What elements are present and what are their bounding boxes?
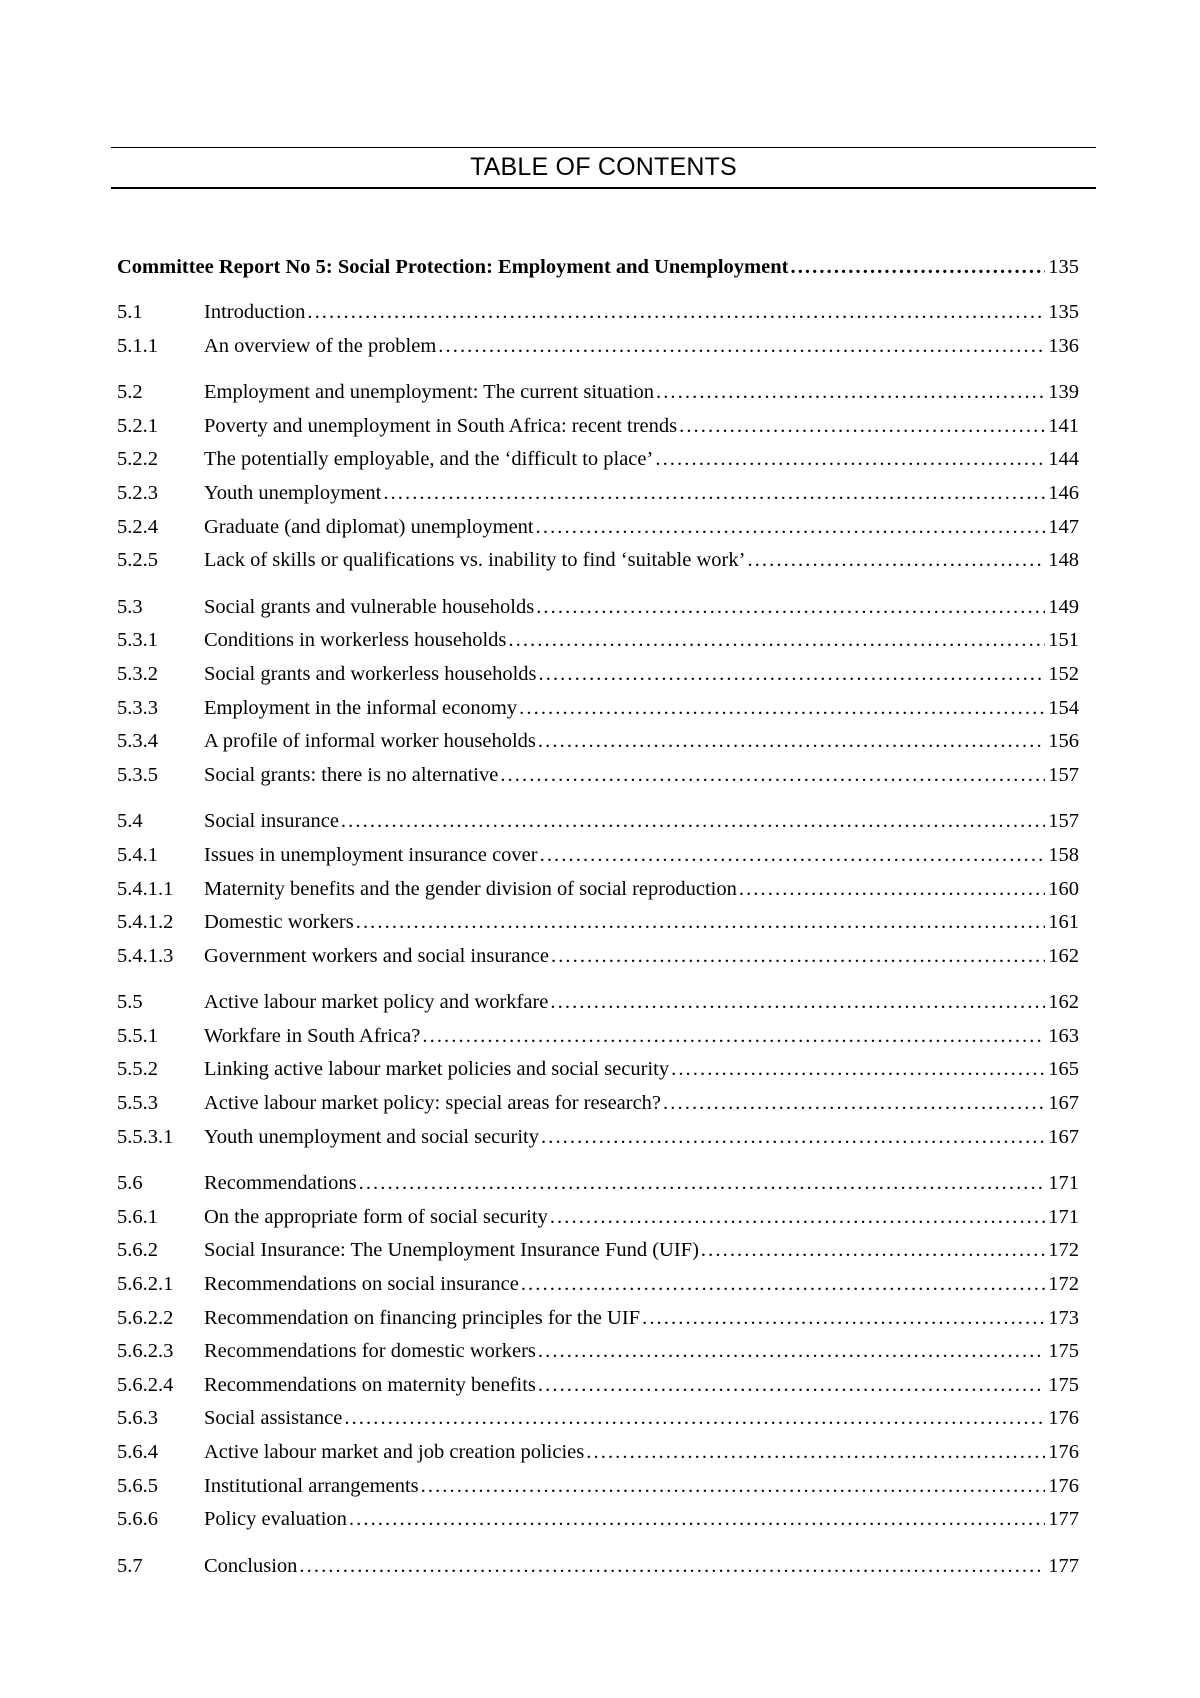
toc-entry-page: 156 xyxy=(1048,730,1079,753)
toc-entry[interactable] xyxy=(117,906,1079,940)
toc-entry-label: Government workers and social insurance xyxy=(204,944,549,967)
toc-entry[interactable] xyxy=(117,296,1079,330)
toc-entry-label: Issues in unemployment insurance cover xyxy=(204,843,538,866)
toc-entry[interactable] xyxy=(117,624,1079,658)
toc-entry-page: 165 xyxy=(1048,1058,1079,1081)
toc-entry-label: Active labour market and job creation policies xyxy=(204,1441,585,1463)
toc-entry-label: Institutional arrangements xyxy=(204,1474,419,1497)
toc-entry-page: 154 xyxy=(1048,696,1079,719)
dot-leader xyxy=(538,725,1045,759)
dot-leader xyxy=(349,1503,1045,1537)
dot-leader xyxy=(656,376,1045,410)
toc-entry-number: 5.4.1.1 xyxy=(117,877,174,900)
dot-leader xyxy=(671,1053,1045,1087)
toc-entry-number: 5.7 xyxy=(117,1554,143,1577)
toc-entry-page: 177 xyxy=(1048,1554,1079,1577)
toc-entry-number: 5.6.2.2 xyxy=(117,1306,174,1329)
dot-leader xyxy=(550,1201,1045,1235)
toc-entry-number: 5.2.5 xyxy=(117,549,158,572)
toc-group xyxy=(117,805,1079,973)
dot-leader xyxy=(655,443,1045,477)
toc-entry-label: Recommendation on financing principles for the UIF xyxy=(204,1306,641,1329)
toc-group xyxy=(117,986,1079,1154)
toc-entry-page: 167 xyxy=(1048,1092,1079,1115)
toc-entry-label: Conditions in workerless households xyxy=(204,629,507,652)
dot-leader xyxy=(739,873,1045,907)
toc-entry[interactable] xyxy=(117,658,1079,692)
toc-entry-page: 171 xyxy=(1048,1172,1079,1195)
toc-entry-label: Social Insurance: The Unemployment Insurance Fund (UIF) xyxy=(204,1239,699,1262)
toc-entry-page: 136 xyxy=(1048,334,1079,357)
toc-entry-label: Youth unemployment xyxy=(204,481,382,504)
toc-entry-number: 5.6.2.4 xyxy=(117,1373,174,1396)
toc-entry-number: 5.6.2 xyxy=(117,1239,158,1262)
dot-leader xyxy=(438,330,1045,364)
toc-entry-label: Active labour market policy: special areas for research? xyxy=(204,1092,662,1115)
dot-leader xyxy=(551,940,1045,974)
toc-entry[interactable] xyxy=(117,1121,1079,1155)
toc-entry-label: Policy evaluation xyxy=(204,1508,347,1531)
toc-entry-number: 5.1.1 xyxy=(117,334,158,357)
table-of-contents xyxy=(117,252,1079,1596)
toc-entry-label: Introduction xyxy=(204,301,306,323)
toc-entry-page: 151 xyxy=(1048,629,1079,652)
toc-entry-label: Lack of skills or qualifications vs. inability to find ‘suitable work’ xyxy=(204,549,746,572)
toc-entry[interactable] xyxy=(117,1335,1079,1369)
toc-entry[interactable] xyxy=(117,1234,1079,1268)
toc-entry-number: 5.3.3 xyxy=(117,696,158,719)
toc-entry-page: 172 xyxy=(1048,1273,1079,1296)
toc-entry-page: 149 xyxy=(1048,595,1079,618)
toc-entry-number: 5.5.1 xyxy=(117,1024,158,1047)
toc-entry-label: Linking active labour market policies and social security xyxy=(204,1058,670,1081)
toc-entry-label: Employment and unemployment: The current situation xyxy=(204,381,654,404)
toc-entry-label: Poverty and unemployment in South Africa: recent trends xyxy=(204,414,678,437)
toc-entry[interactable] xyxy=(117,1167,1079,1201)
toc-entry-label: Graduate (and diplomat) unemployment xyxy=(204,515,534,538)
dot-leader xyxy=(519,692,1045,726)
toc-entry-page: 162 xyxy=(1048,991,1079,1014)
toc-entry-label: On the appropriate form of social security xyxy=(204,1205,548,1228)
toc-entry-number: 5.6.2.1 xyxy=(117,1273,174,1296)
dot-leader xyxy=(299,1550,1045,1584)
toc-entry[interactable] xyxy=(117,1550,1079,1584)
toc-entry-page: 146 xyxy=(1048,481,1079,504)
toc-entry[interactable] xyxy=(117,1436,1079,1470)
dot-leader xyxy=(538,1335,1045,1369)
toc-entry[interactable] xyxy=(117,692,1079,726)
toc-entry-number: 5.6 xyxy=(117,1172,143,1195)
toc-entry-number: 5.5.3.1 xyxy=(117,1125,174,1148)
toc-entry[interactable] xyxy=(117,1268,1079,1302)
toc-header-label: Committee Report No 5: Social Protection: Employment and Unemployment xyxy=(117,256,789,278)
toc-group xyxy=(117,376,1079,578)
toc-entry-number: 5.2 xyxy=(117,381,143,404)
toc-entry-label: Social grants and vulnerable households xyxy=(204,595,535,618)
toc-entry-label: Social grants and workerless households xyxy=(204,662,537,685)
toc-entry-number: 5.6.5 xyxy=(117,1474,158,1497)
dot-leader xyxy=(359,1167,1046,1201)
toc-entry-number: 5.6.6 xyxy=(117,1508,158,1531)
toc-entry-number: 5.3.1 xyxy=(117,629,158,652)
dot-leader xyxy=(550,986,1045,1020)
toc-entry-number: 5.4 xyxy=(117,810,143,833)
toc-entry-label: Recommendations xyxy=(204,1172,357,1195)
toc-entry-label: The potentially employable, and the ‘difficult to place’ xyxy=(204,448,654,471)
toc-entry-number: 5.2.2 xyxy=(117,448,158,471)
toc-entry[interactable] xyxy=(117,1020,1079,1054)
toc-entry[interactable] xyxy=(117,1302,1079,1336)
toc-entry-number: 5.5.3 xyxy=(117,1092,158,1115)
toc-entry-number: 5.5 xyxy=(117,991,143,1014)
toc-entry[interactable] xyxy=(117,410,1079,444)
toc-entry-page: 141 xyxy=(1048,414,1079,437)
toc-entry[interactable] xyxy=(117,1201,1079,1235)
toc-entry[interactable] xyxy=(117,1053,1079,1087)
toc-entry-label: Workfare in South Africa? xyxy=(204,1024,421,1047)
dot-leader xyxy=(541,1121,1045,1155)
toc-entry-label: Youth unemployment and social security xyxy=(204,1125,539,1148)
dot-leader xyxy=(422,1020,1045,1054)
dot-leader xyxy=(536,591,1045,625)
toc-entry[interactable] xyxy=(117,873,1079,907)
toc-entry[interactable] xyxy=(117,1503,1079,1537)
toc-entry-number: 5.1 xyxy=(117,301,143,323)
toc-entry[interactable] xyxy=(117,591,1079,625)
toc-entry[interactable] xyxy=(117,759,1079,793)
dot-leader xyxy=(341,805,1045,839)
toc-entry-label: Recommendations on maternity benefits xyxy=(204,1373,536,1396)
toc-entry[interactable] xyxy=(117,1369,1079,1403)
dot-leader xyxy=(642,1302,1045,1336)
dot-leader xyxy=(747,544,1045,578)
toc-entry-label: Social grants: there is no alternative xyxy=(204,763,499,786)
toc-entry-page: 148 xyxy=(1048,549,1079,572)
toc-entry-label: A profile of informal worker households xyxy=(204,730,536,753)
toc-entry[interactable] xyxy=(117,805,1079,839)
toc-entry-number: 5.5.2 xyxy=(117,1058,158,1081)
toc-entry-page: 175 xyxy=(1048,1373,1079,1396)
toc-entry-label: Employment in the informal economy xyxy=(204,696,518,719)
toc-entry-page: 157 xyxy=(1048,810,1079,833)
toc-entry-page: 147 xyxy=(1048,515,1079,538)
toc-entry-page: 176 xyxy=(1048,1407,1079,1430)
toc-entry[interactable] xyxy=(117,940,1079,974)
toc-entry-number: 5.6.2.3 xyxy=(117,1340,174,1363)
dot-leader xyxy=(521,1268,1045,1302)
toc-entry-label: Conclusion xyxy=(204,1554,298,1577)
dot-leader xyxy=(540,839,1046,873)
toc-entry-page: 176 xyxy=(1048,1441,1079,1463)
toc-entry[interactable] xyxy=(117,1470,1079,1504)
toc-entry[interactable] xyxy=(117,511,1079,545)
toc-entry-number: 5.2.1 xyxy=(117,414,158,437)
toc-entry[interactable] xyxy=(117,443,1079,477)
toc-entry-page: 157 xyxy=(1048,763,1079,786)
toc-group xyxy=(117,1167,1079,1537)
dot-leader xyxy=(536,511,1046,545)
toc-entry[interactable] xyxy=(117,477,1079,511)
dot-leader xyxy=(307,296,1045,330)
toc-entry-number: 5.3.2 xyxy=(117,662,158,685)
toc-entry-page: 162 xyxy=(1048,944,1079,967)
toc-entry-number: 5.4.1.3 xyxy=(117,944,174,967)
toc-entry[interactable] xyxy=(117,544,1079,578)
toc-header-page: 135 xyxy=(1048,256,1079,278)
toc-entry-page: 176 xyxy=(1048,1474,1079,1497)
dot-leader xyxy=(790,252,1045,282)
toc-entry-page: 167 xyxy=(1048,1125,1079,1148)
toc-entry-page: 171 xyxy=(1048,1205,1079,1228)
toc-groups xyxy=(117,296,1079,1583)
toc-entry-label: Social insurance xyxy=(204,810,339,833)
toc-entry-page: 158 xyxy=(1048,843,1079,866)
toc-entry-number: 5.6.1 xyxy=(117,1205,158,1228)
toc-entry-label: Recommendations for domestic workers xyxy=(204,1340,536,1363)
toc-header-entry[interactable] xyxy=(117,252,1079,282)
dot-leader xyxy=(344,1402,1045,1436)
toc-entry-page: 144 xyxy=(1048,448,1079,471)
toc-entry-page: 160 xyxy=(1048,877,1079,900)
dot-leader xyxy=(383,477,1045,511)
toc-entry-label: Social assistance xyxy=(204,1407,343,1430)
toc-group xyxy=(117,591,1079,793)
dot-leader xyxy=(586,1436,1045,1470)
toc-entry[interactable] xyxy=(117,986,1079,1020)
toc-entry-page: 175 xyxy=(1048,1340,1079,1363)
toc-entry[interactable] xyxy=(117,1402,1079,1436)
toc-entry-number: 5.3.5 xyxy=(117,763,158,786)
dot-leader xyxy=(508,624,1045,658)
toc-entry-page: 173 xyxy=(1048,1306,1079,1329)
toc-entry-label: Active labour market policy and workfare xyxy=(204,991,549,1014)
toc-entry-number: 5.2.3 xyxy=(117,481,158,504)
dot-leader xyxy=(663,1087,1045,1121)
toc-group xyxy=(117,296,1079,363)
toc-group xyxy=(117,1550,1079,1584)
page-title: TABLE OF CONTENTS xyxy=(470,153,737,181)
toc-entry-label: An overview of the problem xyxy=(204,334,437,357)
toc-entry[interactable] xyxy=(117,839,1079,873)
toc-entry-page: 177 xyxy=(1048,1508,1079,1531)
toc-entry-page: 161 xyxy=(1048,911,1079,934)
toc-entry-page: 172 xyxy=(1048,1239,1079,1262)
dot-leader xyxy=(356,906,1046,940)
toc-entry[interactable] xyxy=(117,376,1079,410)
toc-entry-label: Recommendations on social insurance xyxy=(204,1273,519,1296)
toc-entry-page: 163 xyxy=(1048,1024,1079,1047)
toc-entry-number: 5.6.3 xyxy=(117,1407,158,1430)
toc-entry-number: 5.2.4 xyxy=(117,515,158,538)
toc-entry[interactable] xyxy=(117,330,1079,364)
toc-entry-number: 5.3 xyxy=(117,595,143,618)
title-block xyxy=(111,147,1096,189)
toc-entry-number: 5.6.4 xyxy=(117,1441,158,1463)
dot-leader xyxy=(538,1369,1045,1403)
toc-entry-page: 135 xyxy=(1048,301,1079,323)
dot-leader xyxy=(421,1470,1046,1504)
toc-entry[interactable] xyxy=(117,725,1079,759)
toc-entry-number: 5.3.4 xyxy=(117,730,158,753)
toc-entry-number: 5.4.1 xyxy=(117,843,158,866)
dot-leader xyxy=(701,1234,1045,1268)
toc-entry[interactable] xyxy=(117,1087,1079,1121)
toc-entry-label: Domestic workers xyxy=(204,911,354,934)
dot-leader xyxy=(679,410,1045,444)
dot-leader xyxy=(539,658,1046,692)
toc-entry-page: 152 xyxy=(1048,662,1079,685)
dot-leader xyxy=(500,759,1045,793)
toc-entry-page: 139 xyxy=(1048,381,1079,404)
toc-entry-label: Maternity benefits and the gender division of social reproduction xyxy=(204,877,737,900)
toc-entry-number: 5.4.1.2 xyxy=(117,911,174,934)
